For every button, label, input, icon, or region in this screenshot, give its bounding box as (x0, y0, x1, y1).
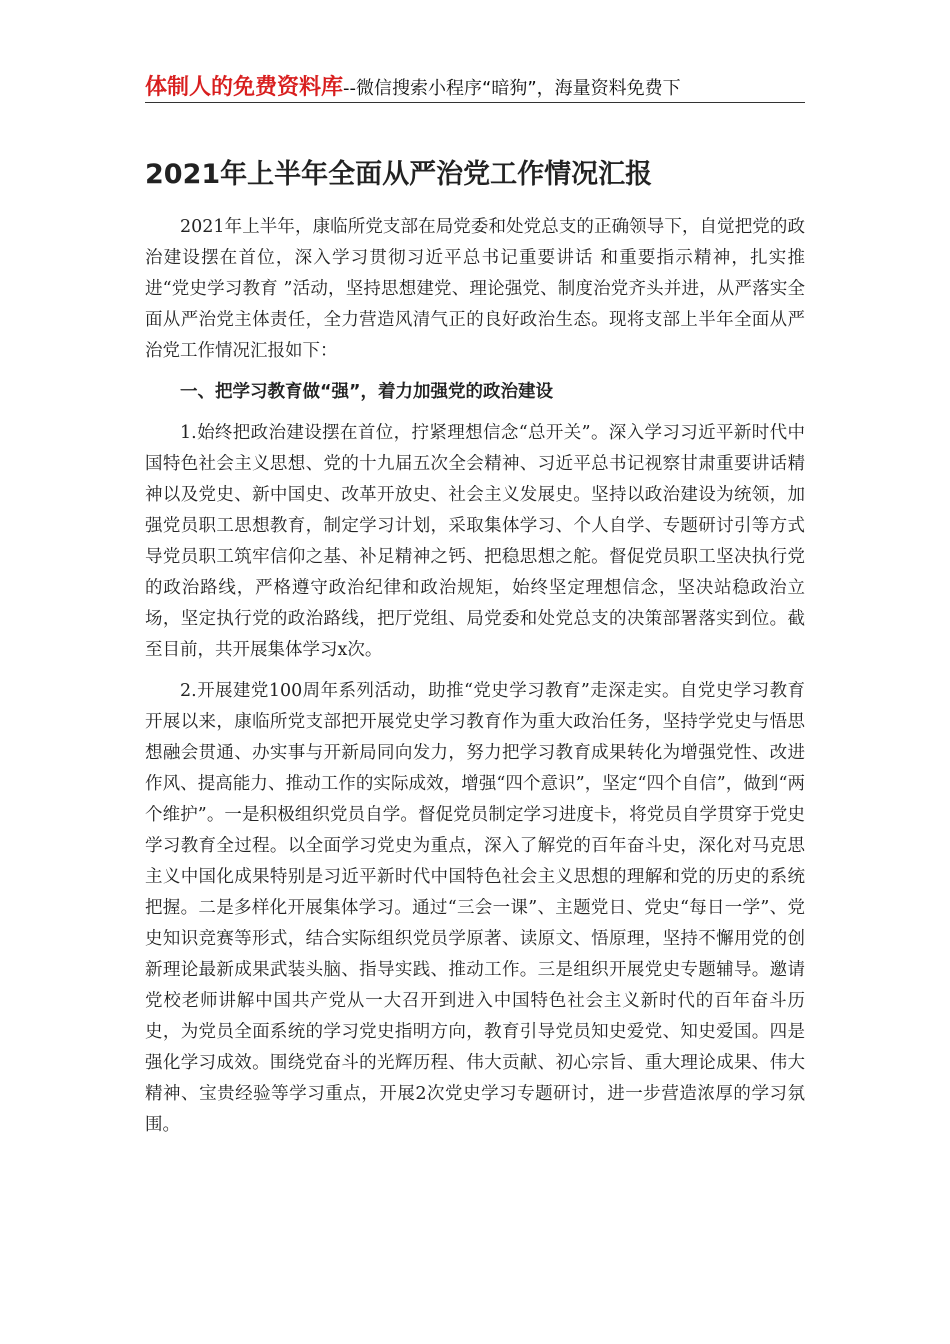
section-heading-1: 一、把学习教育做“强”，着力加强党的政治建设 (180, 382, 554, 402)
paragraph-item-2: 2.开展建党100周年系列活动，助推“党史学习教育”走深走实。自党史学习教育开展以来，康临所党支部把开展党史学习教育作为重大政治任务，坚持学党史与悟思想融会贯通、办实事与开新局同向发力，努力把学习教育成果转化为增强党性、改进作风、提高能力、推动工作的实际成效，增强“四个意识”，坚定“四个自信”，做到“两个维护”。一是积极组织党员自学。督促党员制定学习进度卡，将党员自学贯穿于党史学习教育全过程。以全面学习党史为重点，深入了解党的百年奋斗史，深化对马克思主义中国化成果特别是习近平新时代中国特色社会主义思想的理解和党的历史的系统把握。二是多样化开展集体学习。通过“三会一课”、主题党日、党史“每日一学”、党史知识竞赛等形式，结合实际组织党员学原著、读原文、悟原理，坚持不懈用党的创新理论最新成果武装头脑、指导实践、推动工作。三是组织开展党史专题辅导。邀请党校老师讲解中国共产党从一大召开到进入中国特色社会主义新时代的百年奋斗历史，为党员全面系统的学习党史指明方向，教育引导党员知史爱党、知史爱国。四是强化学习成效。围绕党奋斗的光辉历程、伟大贡献、初心宗旨、重大理论成果、伟大精神、宝贵经验等学习重点，开展2次党史学习专题研讨，进一步营造浓厚的学习氛围。 (145, 681, 805, 1135)
document-title: 2021年上半年全面从严治党工作情况汇报 (145, 159, 653, 190)
document-body (145, 212, 805, 1141)
header-brand: 体制人的免费资料库 (145, 75, 344, 100)
intro-paragraph: 2021年上半年，康临所党支部在局党委和处党总支的正确领导下，自觉把党的政治建设摆在首位，深入学习贯彻习近平总书记重要讲话 和重要指示精神，扎实推进“党史学习教育 ”活动，坚持思想建党、理论强党、制度治党齐头并进，从严落实全面从严治党主体责任，全力营造风清气正的良好政治生态。现将支部上半年全面从严治党工作情况汇报如下： (145, 217, 805, 361)
paragraph-item-1: 1.始终把政治建设摆在首位，拧紧理想信念“总开关”。深入学习习近平新时代中国特色社会主义思想、党的十九届五次全会精神、习近平总书记视察甘肃重要讲话精神以及党史、新中国史、改革开放史、社会主义发展史。坚持以政治建设为统领，加强党员职工思想教育，制定学习计划，采取集体学习、个人自学、专题研讨引等方式导党员职工筑牢信仰之基、补足精神之钙、把稳思想之舵。督促党员职工坚决执行党的政治路线，严格遵守政治纪律和政治规矩，始终坚定理想信念，坚决站稳政治立场，坚定执行党的政治路线，把厅党组、局党委和处党总支的决策部署落实到位。截至目前，共开展集体学习x次。 (145, 423, 805, 660)
page-header (145, 70, 805, 103)
header-promo: --微信搜索小程序“暗狗”，海量资料免费下 (343, 78, 681, 99)
paragraph-gap (145, 666, 805, 676)
